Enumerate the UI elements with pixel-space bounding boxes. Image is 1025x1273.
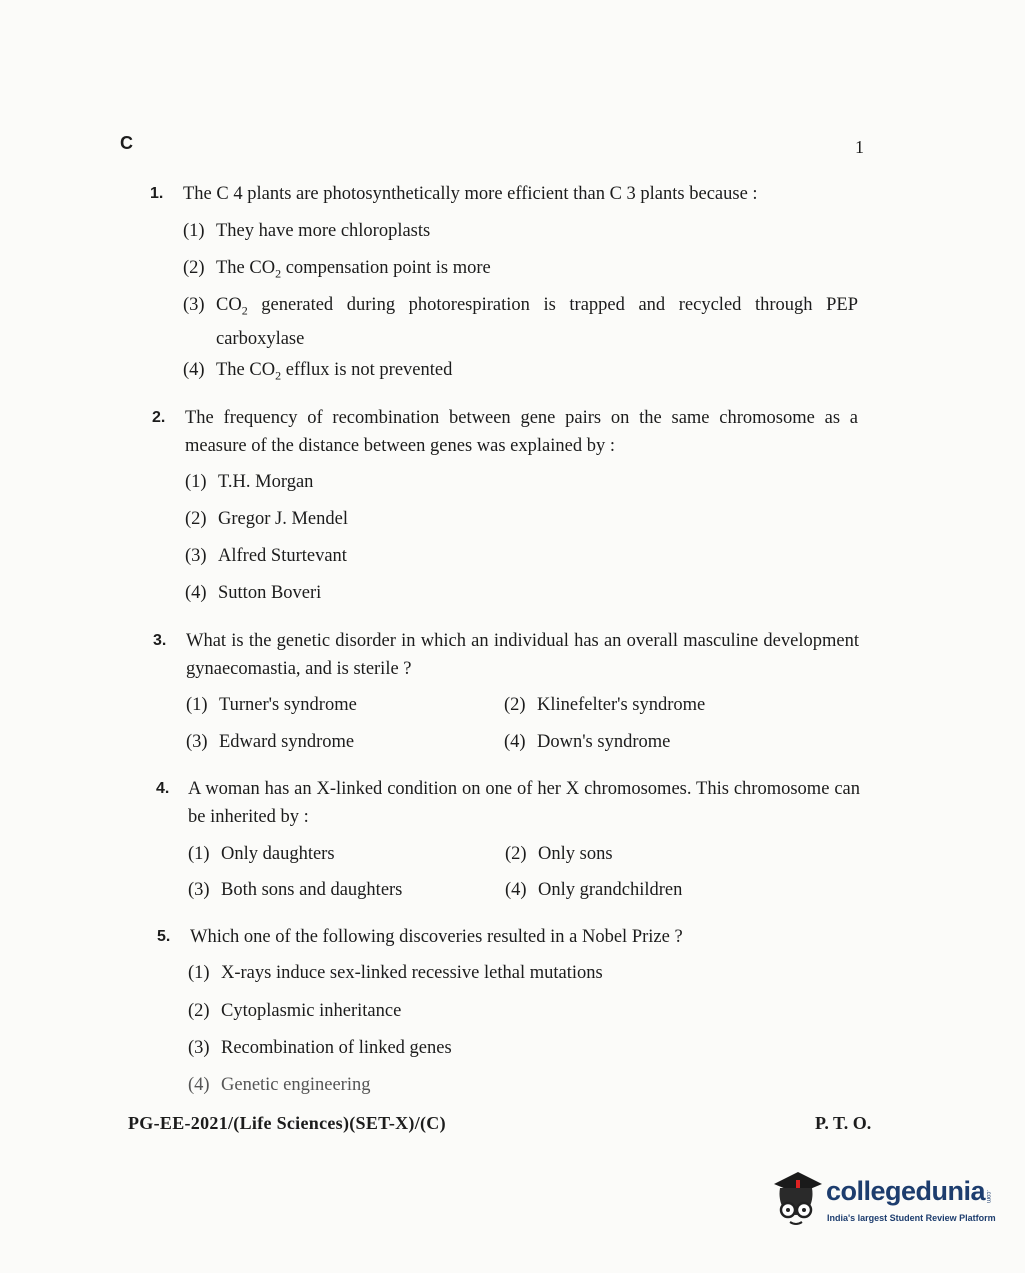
question-3-option-2: (2) Klinefelter's syndrome (504, 695, 706, 715)
question-5-text: Which one of the following discoveries resulted in a Nobel Prize ? (190, 927, 683, 947)
question-4-option-2: (2) Only sons (505, 844, 613, 864)
option-number: (1) (183, 221, 205, 241)
question-5-number: 5. (157, 928, 171, 945)
option-number: (2) (183, 258, 205, 278)
question-4-number: 4. (156, 780, 170, 797)
question-1-option-3: $CO_2$ generated during photorespiration is trapped and recycled through PEP carboxylase (216, 295, 858, 349)
question-2-option-1: (1) T.H. Morgan (185, 472, 314, 492)
question-4-option-4: (4) Only grandchildren (505, 880, 683, 900)
set-letter: C (120, 133, 133, 153)
question-2-text: The frequency of recombination between gene pairs on the same chromosome as a measure of the distance between genes was explained by : (185, 408, 858, 456)
question-1-text: The C 4 plants are photosynthetically more efficient than C 3 plants because : (183, 184, 758, 204)
question-5-option-3: (3) Recombination of linked genes (188, 1038, 452, 1058)
collegedunia-mascot-icon (768, 1166, 824, 1228)
collegedunia-brand: collegedunia (826, 1176, 986, 1206)
question-3-option-4: (4) Down's syndrome (504, 732, 671, 752)
question-5-option-1: (1) X-rays induce sex-linked recessive lethal mutations (188, 963, 603, 983)
option-text: They have more chloroplasts (216, 221, 431, 241)
question-1-option-2: (2) The $CO_2$ compensation point is more (183, 254, 491, 288)
question-1-number: 1. (150, 185, 164, 202)
question-4-option-3: (3) Both sons and daughters (188, 880, 403, 900)
question-2-option-2: (2) Gregor J. Mendel (185, 509, 348, 529)
question-3-option-1: (1) Turner's syndrome (186, 695, 357, 715)
question-2-option-4: (4) Sutton Boveri (185, 583, 322, 603)
question-3-text: What is the genetic disorder in which an individual has an overall masculine development gynaecomastia, and is sterile ? (186, 631, 859, 679)
question-2-number: 2. (152, 409, 166, 426)
question-5-option-4: (4) Genetic engineering (188, 1075, 371, 1095)
brand-tagline: India's largest Student Review Platform (827, 1213, 996, 1223)
question-4-option-1: (1) Only daughters (188, 844, 335, 864)
question-5-option-2: (2) Cytoplasmic inheritance (188, 1001, 402, 1021)
question-1-option-4: (4) The $CO_2$ efflux is not prevented (183, 356, 452, 390)
paper-code: PG-EE-2021/(Life Sciences)(SET-X)/(C) (128, 1113, 446, 1133)
question-1-option-3-number: (3) (183, 295, 205, 315)
please-turn-over: P. T. O. (815, 1113, 872, 1133)
question-3-option-3: (3) Edward syndrome (186, 732, 355, 752)
question-3-number: 3. (153, 632, 167, 649)
page-number: 1 (855, 137, 864, 157)
question-1-option-1 (183, 217, 430, 245)
question-2-option-3: (3) Alfred Sturtevant (185, 546, 347, 566)
option-number: (4) (183, 360, 205, 380)
brand-dotcom: .com (985, 1190, 991, 1204)
question-4-text: A woman has an X-linked condition on one of her X chromosomes. This chromosome can be inherited by : (188, 779, 860, 827)
